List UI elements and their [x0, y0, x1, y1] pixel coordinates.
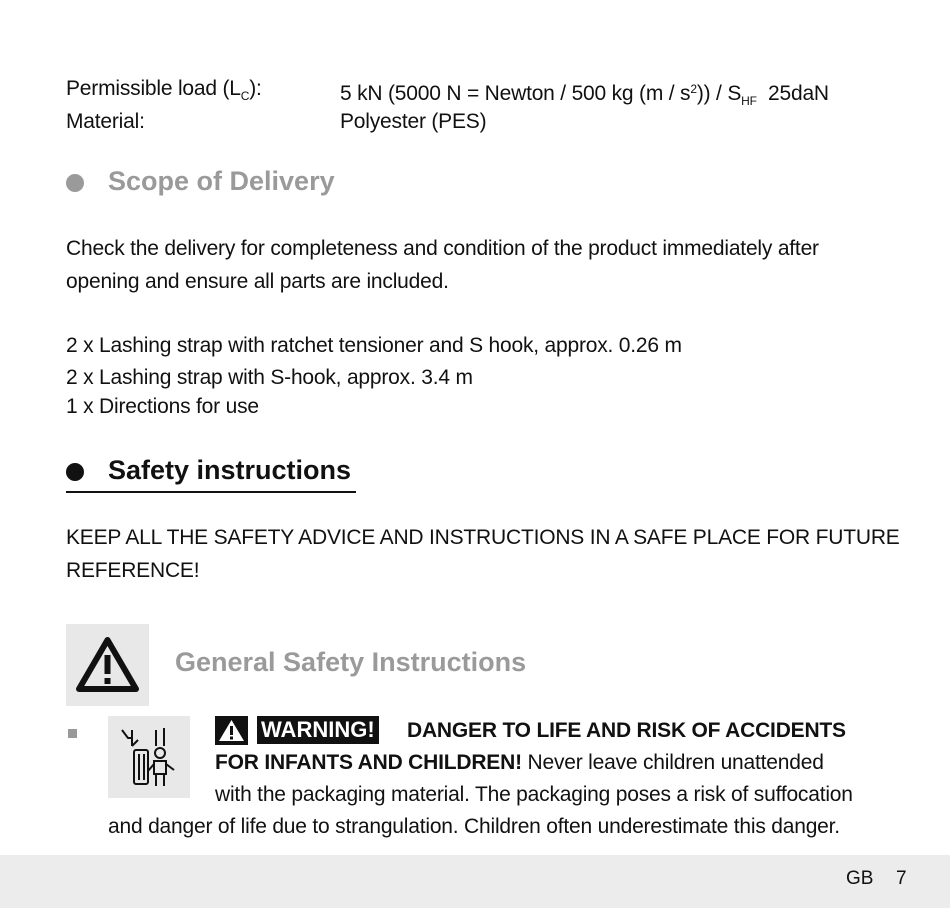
warning-text-line4: and danger of life due to strangulation. Children often underestimate this danger.: [108, 815, 840, 838]
child-hazard-icon: [108, 716, 190, 798]
danger-line1: DANGER TO LIFE AND RISK OF ACCIDENTS: [407, 719, 846, 742]
keep-advice-line1: KEEP ALL THE SAFETY ADVICE AND INSTRUCTIONS IN A SAFE PLACE FOR FUTURE: [66, 526, 900, 549]
material-value: Polyester (PES): [340, 110, 487, 133]
warning-label: WARNING!: [257, 716, 379, 744]
list-item: 2 x Lashing strap with ratchet tensioner and S hook, approx. 0.26 m: [66, 334, 682, 357]
footer-language: GB: [846, 868, 874, 889]
load-value: 5 kN (5000 N = Newton / 500 kg $(m / s^2)) / S_{HF}$ 25daN: [340, 82, 829, 108]
list-item: 1 x Directions for use: [66, 395, 259, 418]
scope-intro-line1: Check the delivery for completeness and condition of the product immediately after: [66, 237, 819, 260]
heading-bullet-icon: [66, 463, 84, 481]
warning-text-line3: with the packaging material. The packaging poses a risk of suffocation: [215, 783, 853, 806]
material-label: Material:: [66, 110, 145, 133]
square-bullet-icon: [68, 729, 77, 738]
danger-line2: FOR INFANTS AND CHILDREN! Never leave children unattended: [215, 751, 824, 774]
scope-heading: Scope of Delivery: [108, 166, 335, 196]
scope-intro-line2: opening and ensure all parts are included.: [66, 270, 449, 293]
page-footer: [0, 855, 950, 908]
list-item: 2 x Lashing strap with S-hook, approx. 3.4 m: [66, 366, 473, 389]
load-label: Permissible load $(L_C)$:: [66, 77, 262, 103]
general-heading: General Safety Instructions: [175, 647, 527, 677]
heading-bullet-icon: [66, 174, 84, 192]
page-number: 7: [896, 868, 907, 889]
small-warning-triangle-icon: [215, 716, 248, 745]
safety-heading: Safety instructions: [108, 455, 352, 485]
warning-triangle-icon: [66, 624, 149, 706]
keep-advice-line2: REFERENCE!: [66, 559, 200, 582]
safety-heading-underline: [66, 491, 356, 493]
